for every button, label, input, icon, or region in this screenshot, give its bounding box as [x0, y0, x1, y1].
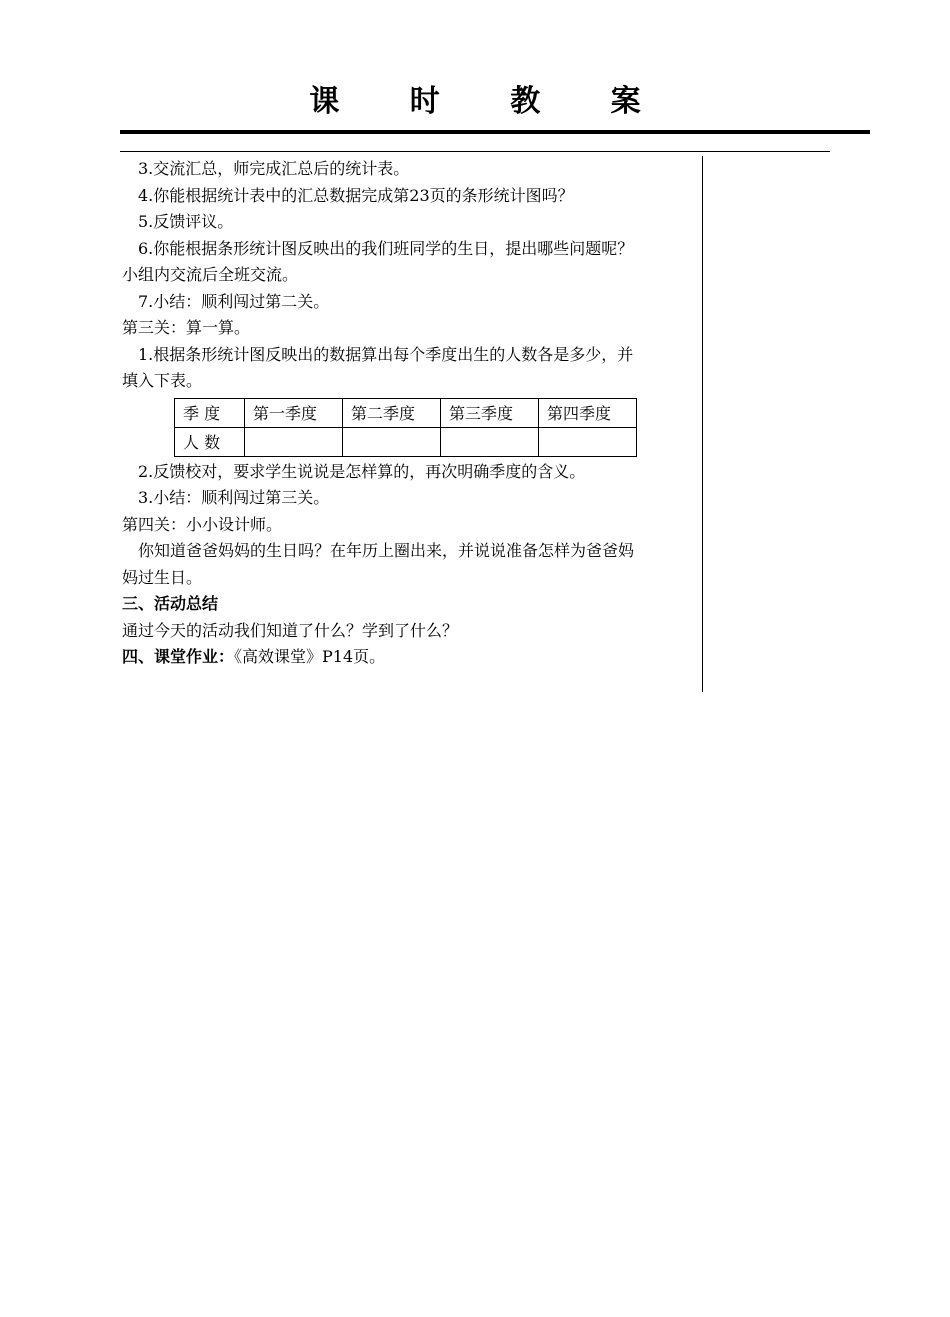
- text-line: 7.小结：顺利闯过第二关。: [138, 291, 330, 311]
- margin-column-divider: [702, 156, 703, 692]
- homework-text: 《高效课堂》P14页。: [234, 647, 386, 666]
- text-line: 填入下表。: [122, 371, 203, 390]
- season-table: [174, 398, 637, 457]
- title-char: 课: [309, 84, 340, 119]
- title-char: 教: [510, 84, 541, 119]
- table-cell: 第一季度: [245, 398, 343, 427]
- text-line: 3.小结：顺利闯过第三关。: [138, 488, 330, 507]
- title-char: 时: [409, 84, 440, 119]
- title-rule-thin: [120, 151, 830, 152]
- section-heading-summary: 三、活动总结: [122, 594, 219, 613]
- table-header-row: [175, 398, 637, 427]
- title-rule-thick: [120, 130, 870, 134]
- lesson-content: [122, 156, 694, 671]
- title-char: 案: [610, 84, 641, 119]
- homework-line: [122, 644, 694, 671]
- text-line: 6.你能根据条形统计图反映出的我们班同学的生日，提出哪些问题呢？: [138, 238, 634, 258]
- text-line: 4.你能根据统计表中的汇总数据完成第23页的条形统计图吗？: [138, 185, 574, 205]
- table-cell-empty: [539, 427, 637, 456]
- text-line: 妈过生日。: [122, 567, 203, 587]
- table-cell-empty: [441, 427, 539, 456]
- text-line: 小组内交流后全班交流。: [122, 265, 299, 284]
- table-cell-empty: [343, 427, 441, 456]
- text-line: 你知道爸爸妈妈的生日吗？在年历上圈出来，并说说准备怎样为爸爸妈: [138, 541, 635, 560]
- level-three-heading: 第三关：算一算。: [122, 318, 251, 337]
- text-line: 5.反馈评议。: [138, 212, 234, 231]
- summary-text: 通过今天的活动我们知道了什么？学到了什么？: [122, 620, 459, 640]
- table-cell: 第四季度: [539, 398, 637, 427]
- text-line: 2.反馈校对，要求学生说说是怎样算的，再次明确季度的含义。: [138, 461, 586, 481]
- table-cell: 第二季度: [343, 398, 441, 427]
- table-cell: 第三季度: [441, 398, 539, 427]
- table-cell: 季 度: [175, 398, 245, 427]
- table-cell: 人 数: [175, 427, 245, 456]
- text-line: 3.交流汇总，师完成汇总后的统计表。: [138, 159, 410, 178]
- level-four-heading: 第四关：小小设计师。: [122, 514, 283, 534]
- table-row: [175, 427, 637, 456]
- table-cell-empty: [245, 427, 343, 456]
- section-heading-homework: 四、课堂作业：: [122, 647, 235, 666]
- page-title: [0, 80, 950, 124]
- text-line: 1.根据条形统计图反映出的数据算出每个季度出生的人数各是多少，并: [138, 344, 634, 364]
